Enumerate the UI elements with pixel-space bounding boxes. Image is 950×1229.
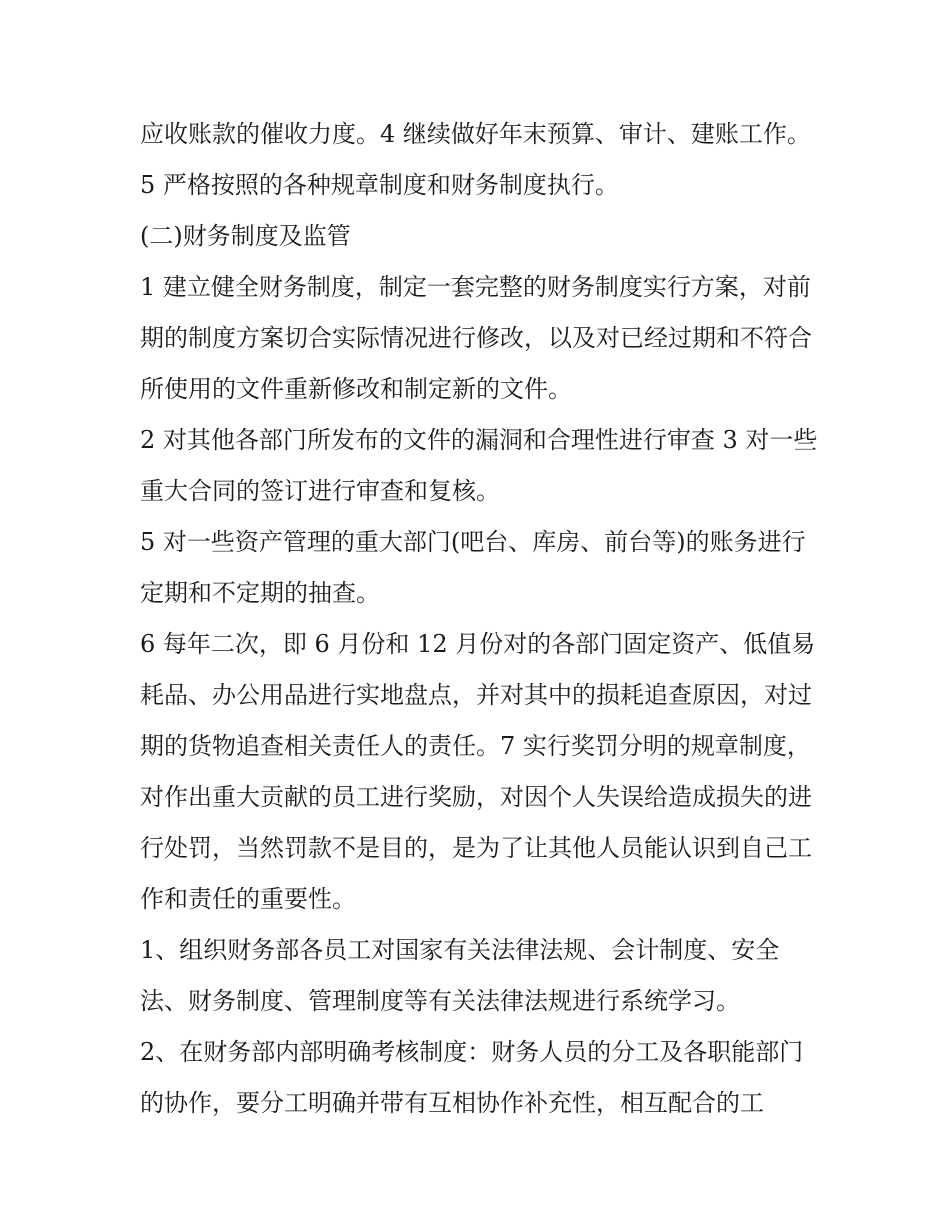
paragraph-study: 1、组织财务部各员工对国家有关法律法规、会计制度、安全法、财务制度、管理制度等有关法律法规进行系统学习。 [140, 936, 780, 1015]
section-heading-finance-system: (二)财务制度及监管 [140, 222, 351, 250]
document-body [140, 109, 820, 1129]
paragraph-item-1: 1 建立健全财务制度，制定一套完整的财务制度实行方案，对前期的制度方案切合实际情况进行修改，以及对已经过期和不符合所使用的文件重新修改和制定新的文件。 [140, 273, 812, 403]
paragraph-item-2-3: 2 对其他各部门所发布的文件的漏洞和合理性进行审查 3 对一些重大合同的签订进行审查和复核。 [140, 426, 818, 505]
paragraph-assessment: 2、在财务部内部明确考核制度：财务人员的分工及各职能部门的协作，要分工明确并带有互相协作补充性，相互配合的工 [140, 1038, 804, 1117]
paragraph-item-5: 5 对一些资产管理的重大部门(吧台、库房、前台等)的账务进行定期和不定期的抽查。 [140, 528, 806, 607]
paragraph-item-6-7: 6 每年二次，即 6 月份和 12 月份对的各部门固定资产、低值易耗品、办公用品进行实地盘点，并对其中的损耗追查原因，对过期的货物追查相关责任人的责任。7 实行奖罚分明的规章制度，对作出重大贡献的员工进行奖励，对因个人失误给造成损失的进行处罚，当然罚款不是目的，是为了让其他人员能认识到自己工作和责任的重要性。 [140, 630, 816, 913]
paragraph-receivables: 应收账款的催收力度。4 继续做好年末预算、审计、建账工作。5 严格按照的各种规章制度和财务制度执行。 [140, 120, 811, 199]
